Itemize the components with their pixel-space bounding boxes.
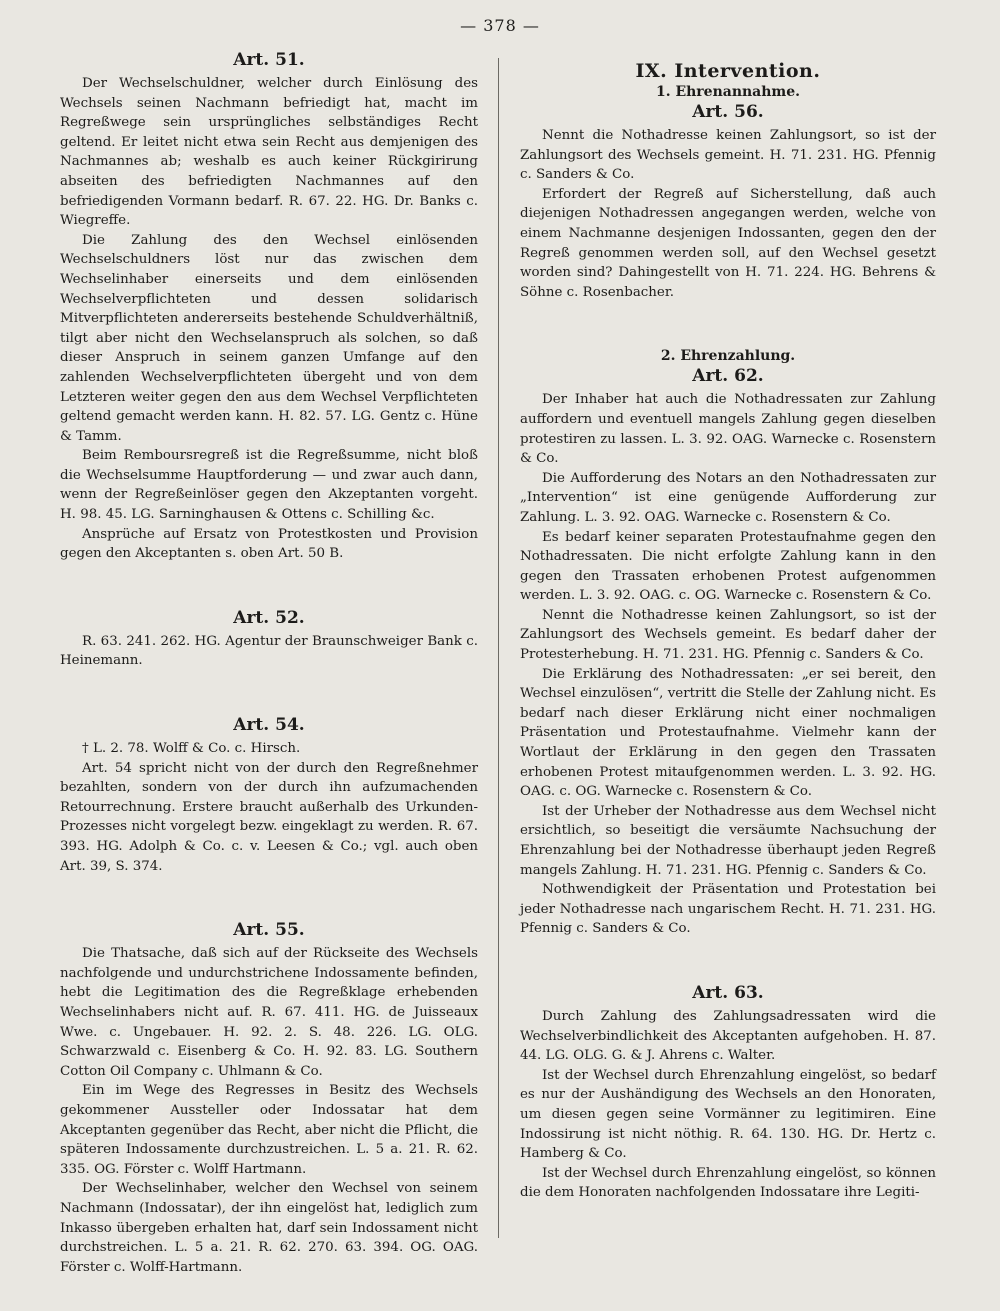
subsection-heading: 1. Ehrenannahme. — [655, 84, 801, 100]
paragraph: Beim Remboursregreß ist die Regreßsumme, nicht bloß die Wechselsumme Hauptforderung — und zwar auch dann, wenn der Regreßeinlöser gegen den Akzeptanten vorgeht. H. 98. 45. LG. Sarninghausen & Ottens c. Schilling &c. — [60, 448, 478, 523]
paragraph: Der Wechselinhaber, welcher den Wechsel von seinem Nachmann (Indossatar), der ihn eingelöst hat, lediglich zum Inkasso übergeben erhalten hat, darf sein Indossament nicht durchstreichen. L. 5 a. 21. R. 62. 270. 63. 394. OG. OAG. Förster c. Wolff-Hartmann. — [60, 1181, 478, 1275]
article-52 — [60, 608, 478, 671]
subsection-heading: 2. Ehrenzahlung. — [660, 348, 796, 365]
article-heading: Art. 63. — [692, 982, 764, 1003]
article-51 — [60, 50, 478, 564]
article-55 — [60, 920, 478, 1277]
paragraph: Ein im Wege des Regresses in Besitz des Wechsels gekommener Aussteller oder Indossatar hat dem Akceptanten gegenüber das Recht, aber nicht die Pflicht, die späteren Indossamente durchzustreichen. L. 5 a. 21. R. 62. 335. OG. Förster c. Wolff Hartmann. — [60, 1083, 478, 1177]
right-column — [520, 50, 936, 1203]
article-heading: Art. 54. — [233, 715, 305, 736]
paragraph: Die Thatsache, daß sich auf der Rückseite des Wechsels nachfolgende und undurchstrichene Indossamente befinden, hebt die Legitimation des die Regreßklage erhebenden Wechselinhabers nicht auf. R. 67. 411. HG. de Juisseaux Wwe. c. Ungebauer. H. 92. 2. S. 48. 226. LG. OLG. Schwarzwald c. Eisenberg & Co. H. 92. 83. LG. Southern Cotton Oil Company c. Uhlmann & Co. — [60, 946, 478, 1079]
article-63 — [520, 983, 936, 1203]
paragraph: Der Wechselschuldner, welcher durch Einlösung des Wechsels seinen Nachmann befriedigt hat, macht im Regreßwege sein ursprüngliches selbständiges Recht geltend. Er leitet nicht etwa sein Recht aus demjenigen des Nachmannes ab; weshalb es auch keiner Rückgirirung abseiten des befriedigten Nachmannes auf den befriedigenden Vormann bedarf. R. 67. 22. HG. Dr. Banks c. Wiegreffe. — [60, 76, 478, 229]
paragraph: Der Inhaber hat auch die Nothadressaten zur Zahlung auffordern und eventuell mangels Zahlung gegen dieselben protestiren zu lassen. L. 3. 92. OAG. Warnecke c. Rosenstern & Co. — [520, 392, 936, 467]
paragraph: † L. 2. 78. Wolff & Co. c. Hirsch. — [82, 741, 301, 757]
article-heading: Art. 56. — [692, 102, 764, 122]
paragraph: Die Erklärung des Nothadressaten: „er sei bereit, den Wechsel einzulösen“, vertritt die Stelle der Zahlung nicht. Es bedarf nach dieser Erklärung nicht einer nochmaligen Präsentation und Protestaufnahme. Vielmehr kann der Wortlaut der Erklärung in den gegen den Trassaten erhobenen Protest mitaufgenommen werden. L. 3. 92. HG. OAG. c. OG. Warnecke c. Rosenstern & Co. — [520, 666, 936, 800]
paragraph: Ist der Wechsel durch Ehrenzahlung eingelöst, so bedarf es nur der Aushändigung des Wechsels an den Honoraten, um diesen gegen seine Vormänner zu legitimiren. Eine Indossirung ist nicht nöthig. R. 64. 130. HG. Dr. Hertz c. Hamberg & Co. — [520, 1067, 936, 1162]
article-56 — [520, 102, 936, 302]
left-column — [60, 50, 478, 1277]
section-heading: IX. Intervention. — [635, 60, 821, 82]
page-number: — 378 — — [460, 16, 540, 35]
article-62 — [520, 366, 936, 939]
paragraph: Ist der Wechsel durch Ehrenzahlung eingelöst, so können die dem Honoraten nachfolgenden Indossatare ihre Legiti- — [520, 1165, 936, 1201]
paragraph: Erfordert der Regreß auf Sicherstellung, daß auch diejenigen Nothadressen angegangen werden, welche von einem Nachmanne desjenigen Indossanten, gegen den der Regreß genommen werden soll, auf den Wechsel gesetzt worden sind? Dahingestellt von H. 71. 224. HG. Behrens & Söhne c. Rosenbacher. — [520, 186, 936, 300]
column-divider — [498, 58, 499, 1238]
paragraph: Nothwendigkeit der Präsentation und Protestation bei jeder Nothadresse nach ungarischem Recht. H. 71. 231. HG. Pfennig c. Sanders & Co. — [520, 882, 936, 937]
article-heading: Art. 55. — [233, 920, 305, 941]
paragraph: Art. 54 spricht nicht von der durch den Regreßnehmer bezahlten, sondern von der durch ihn aufzumachenden Retourrechnung. Erstere braucht außerhalb des Urkunden-Prozesses nicht vorgelegt bezw. eingeklagt zu werden. R. 67. 393. HG. Adolph & Co. c. v. Leesen & Co.; vgl. auch oben Art. 39, S. 374. — [60, 760, 478, 874]
paragraph: Durch Zahlung des Zahlungsadressaten wird die Wechselverbindlichkeit des Akceptanten aufgehoben. H. 87. 44. LG. OLG. G. & J. Ahrens c. Walter. — [520, 1008, 936, 1064]
article-heading: Art. 62. — [692, 366, 764, 387]
paragraph: Ansprüche auf Ersatz von Protestkosten und Provision gegen den Akceptanten s. oben Art. 50 B. — [60, 526, 478, 562]
paragraph: Nennt die Nothadresse keinen Zahlungsort, so ist der Zahlungsort des Wechsels gemeint. Es bedarf daher der Protesterhebung. H. 71. 231. HG. Pfennig c. Sanders & Co. — [520, 607, 936, 663]
paragraph: Die Aufforderung des Notars an den Nothadressaten zur „Intervention“ ist eine genügende Aufforderung zur Zahlung. L. 3. 92. OAG. Warnecke c. Rosenstern & Co. — [520, 470, 936, 525]
paragraph: Die Zahlung des den Wechsel einlösenden Wechselschuldners löst nur das zwischen dem Wechselinhaber einerseits und dem einlösenden Wechselverpflichteten und dessen solidarisch Mitverpflichteten andererseits bestehende Schuldverhältniß, tilgt aber nicht den Wechselanspruch als solchen, so daß dieser Anspruch in seinem ganzen Umfange auf den zahlenden Wechselverpflichteten übergeht und von dem Letzteren weiter gegen den aus dem Wechsel Verpflichteten geltend gemacht werden kann. H. 82. 57. LG. Gentz c. Hüne & Tamm. — [60, 232, 478, 444]
paragraph: Ist der Urheber der Nothadresse aus dem Wechsel nicht ersichtlich, so beseitigt die versäumte Nachsuchung der Ehrenzahlung bei der Nothadresse überhaupt jeden Regreß mangels Zahlung. H. 71. 231. HG. Pfennig c. Sanders & Co. — [520, 803, 936, 878]
paragraph: R. 63. 241. 262. HG. Agentur der Braunschweiger Bank c. Heinemann. — [60, 633, 478, 669]
paragraph: Es bedarf keiner separaten Protestaufnahme gegen den Nothadressaten. Die nicht erfolgte Zahlung kann in den gegen den Trassaten erhobenen Protest aufgenommen werden. L. 3. 92. OAG. c. OG. Warnecke c. Rosenstern & Co. — [520, 529, 936, 604]
article-heading: Art. 52. — [233, 607, 305, 628]
paragraph: Nennt die Nothadresse keinen Zahlungsort, so ist der Zahlungsort des Wechsels gemeint. H. 71. 231. HG. Pfennig c. Sanders & Co. — [520, 128, 936, 183]
article-heading: Art. 51. — [233, 50, 305, 70]
article-54 — [60, 715, 478, 876]
